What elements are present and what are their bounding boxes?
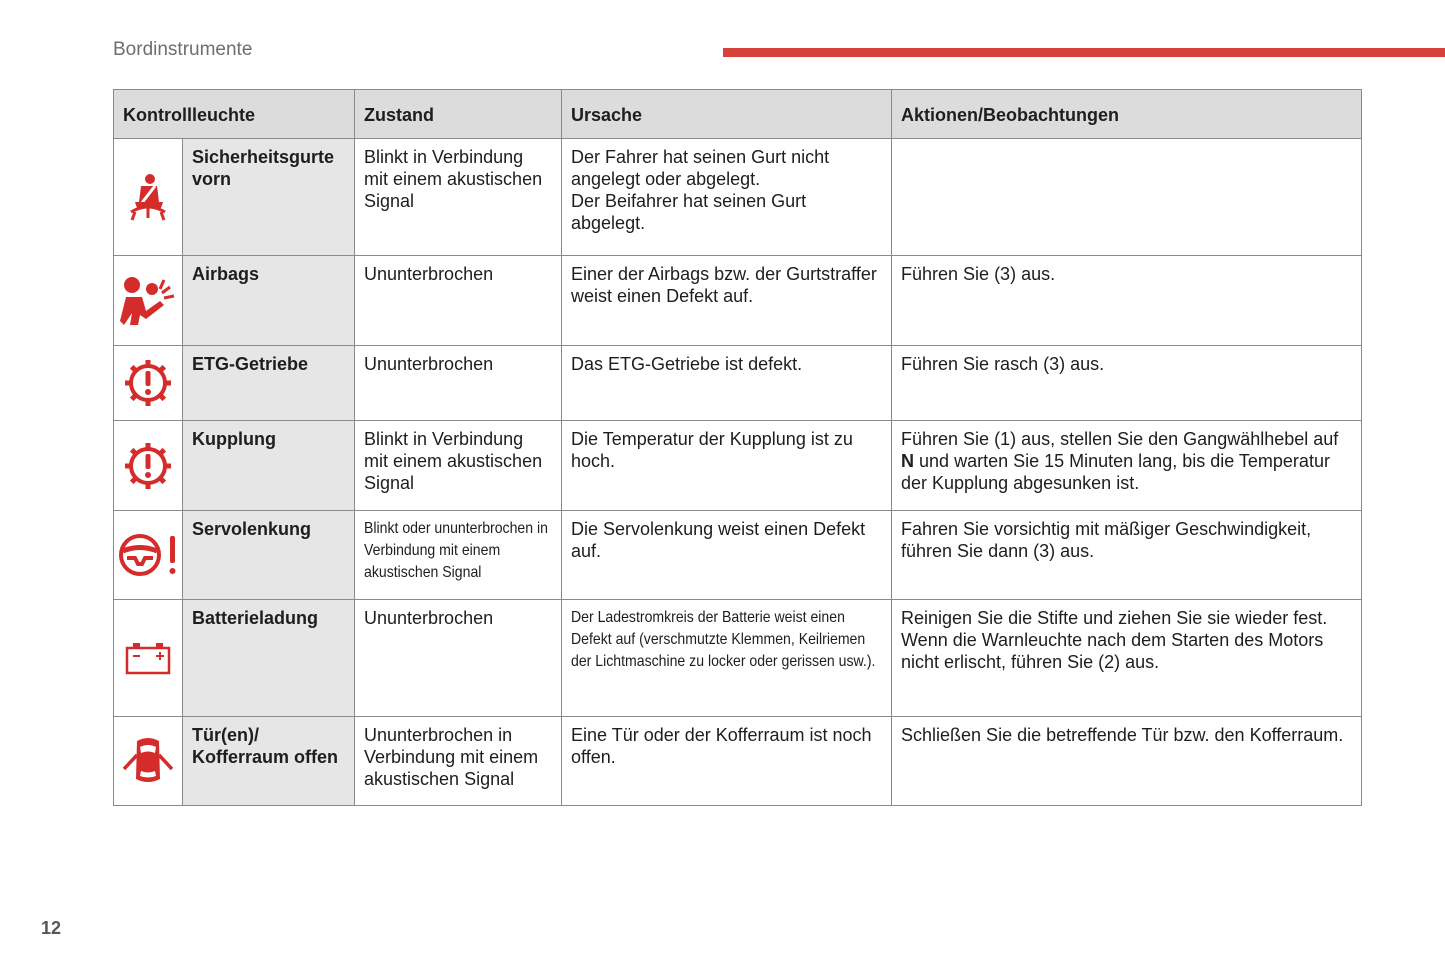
- row-state: Ununterbrochen in Verbindung mit einem akustischen Signal: [355, 717, 562, 806]
- row-name: ETG-Getriebe: [183, 346, 355, 421]
- row-state: Ununterbrochen: [355, 256, 562, 346]
- header-accent-bar: [723, 48, 1445, 57]
- row-name: Batterieladung: [183, 600, 355, 717]
- section-title: Bordinstrumente: [113, 39, 253, 60]
- action-text: und warten Sie 15 Minuten lang, bis die Temperatur der Kupplung abgesunken ist.: [901, 451, 1330, 493]
- row-cause: Die Servolenkung weist einen Defekt auf.: [562, 511, 892, 600]
- table-row: [114, 421, 1362, 511]
- warning-lights-table: [113, 89, 1362, 806]
- action-text: Führen Sie (1) aus, stellen Sie den Gangwählhebel auf: [901, 429, 1339, 449]
- row-action: Führen Sie (3) aus.: [892, 256, 1362, 346]
- row-cause: Das ETG-Getriebe ist defekt.: [562, 346, 892, 421]
- row-action: Schließen Sie die betreffende Tür bzw. den Kofferraum.: [892, 717, 1362, 806]
- seatbelt-icon: [125, 172, 171, 222]
- row-state: [355, 511, 562, 600]
- icon-cell: [114, 717, 183, 806]
- table-row: [114, 346, 1362, 421]
- row-action: Reinigen Sie die Stifte und ziehen Sie sie wieder fest. Wenn die Warnleuchte nach dem Starten des Motors nicht erlischt, führen Sie (2) aus.: [892, 600, 1362, 717]
- icon-cell: [114, 139, 183, 256]
- gearbox-warning-icon: [123, 358, 173, 408]
- column-header-zustand: Zustand: [355, 90, 562, 139]
- row-state: Ununterbrochen: [355, 346, 562, 421]
- row-name: Sicherheitsgurte vorn: [183, 139, 355, 256]
- row-action: Führen Sie rasch (3) aus.: [892, 346, 1362, 421]
- steering-warning-icon: [117, 532, 179, 578]
- table-row: [114, 139, 1362, 256]
- column-header-ursache: Ursache: [562, 90, 892, 139]
- row-state: Blinkt in Verbindung mit einem akustischen Signal: [355, 421, 562, 511]
- row-cause-line: Der Beifahrer hat seinen Gurt abgelegt.: [571, 191, 807, 233]
- column-header-aktionen: Aktionen/Beobachtungen: [892, 90, 1362, 139]
- icon-cell: [114, 421, 183, 511]
- row-action: [892, 139, 1362, 256]
- gearbox-warning-icon: [123, 441, 173, 491]
- icon-cell: [114, 346, 183, 421]
- table-header-row: [114, 90, 1362, 139]
- icon-cell: [114, 256, 183, 346]
- row-cause: [562, 139, 892, 256]
- row-state: Ununterbrochen: [355, 600, 562, 717]
- gear-n-label: N: [901, 451, 915, 471]
- row-action: [892, 421, 1362, 511]
- row-name: Servolenkung: [183, 511, 355, 600]
- row-cause-text: Der Ladestromkreis der Batterie weist einen Defekt auf (verschmutzte Klemmen, Keilriemen der Lichtmaschine zu locker oder gerissen usw.).: [571, 609, 876, 670]
- row-cause: Eine Tür oder der Kofferraum ist noch offen.: [562, 717, 892, 806]
- airbag-icon: [120, 275, 176, 327]
- table-row: [114, 256, 1362, 346]
- row-cause-line: Der Fahrer hat seinen Gurt nicht angelegt oder abgelegt.: [571, 147, 830, 189]
- row-state-text: Blinkt oder ununterbrochen in Verbindung mit einem akustischen Signal: [364, 520, 548, 581]
- row-cause: Die Temperatur der Kupplung ist zu hoch.: [562, 421, 892, 511]
- row-action: Fahren Sie vorsichtig mit mäßiger Geschwindigkeit, führen Sie dann (3) aus.: [892, 511, 1362, 600]
- row-cause: [562, 600, 892, 717]
- icon-cell: [114, 600, 183, 717]
- column-header-kontrollleuchte: Kontrollleuchte: [114, 90, 355, 139]
- row-state: Blinkt in Verbindung mit einem akustischen Signal: [355, 139, 562, 256]
- table-row: [114, 717, 1362, 806]
- row-name: Airbags: [183, 256, 355, 346]
- row-name: Tür(en)/ Kofferraum offen: [183, 717, 355, 806]
- row-name: Kupplung: [183, 421, 355, 511]
- page-number: 12: [41, 918, 62, 938]
- table-row: [114, 511, 1362, 600]
- row-cause: Einer der Airbags bzw. der Gurtstraffer weist einen Defekt auf.: [562, 256, 892, 346]
- door-open-icon: [120, 735, 176, 787]
- icon-cell: [114, 511, 183, 600]
- table-row: [114, 600, 1362, 717]
- battery-icon: [124, 641, 172, 675]
